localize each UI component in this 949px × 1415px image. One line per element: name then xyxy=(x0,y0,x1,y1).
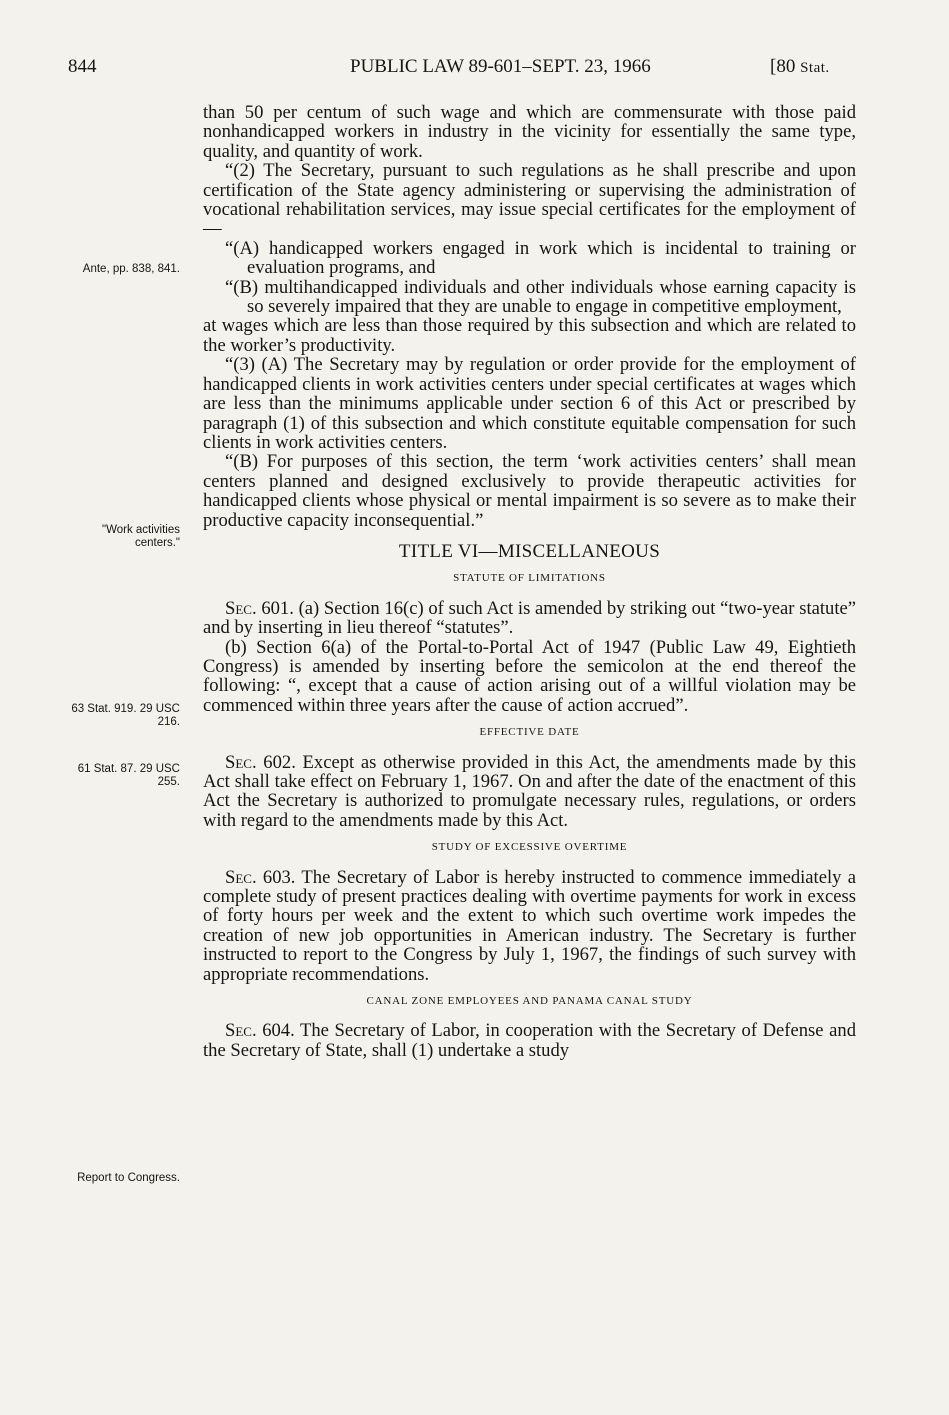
section-603 xyxy=(203,868,856,984)
heading-effective-date: EFFECTIVE DATE xyxy=(479,726,580,739)
running-title: PUBLIC LAW 89-601–SEPT. 23, 1966 xyxy=(350,56,651,77)
margin-note-stat-87: 61 Stat. 87. 29 USC 255. xyxy=(77,763,180,788)
clause-b: “(B) multihandicapped individuals and other individuals whose earning capacity is so severely impaired that they are unable to engage in competitive employment, xyxy=(225,276,856,318)
paragraph-3b: “(B) For purposes of this section, the term ‘work activities centers’ shall mean centers planned and designed exclusively to provide therapeutic activities for handicapped clients whose physical or mental impairment is so severe as to make their productive capacity inconsequential.” xyxy=(203,451,856,531)
clause-a: “(A) handicapped workers engaged in work which is incidental to training or evaluation programs, and xyxy=(225,237,856,279)
heading-statute-of-limitations: STATUTE OF LIMITATIONS xyxy=(453,572,606,585)
volume-reference xyxy=(770,56,830,78)
statute-text xyxy=(203,103,856,1060)
paragraph-continuation: than 50 per centum of such wage and which are commensurate with those paid nonhandicapped workers in industry in the vicinity for essentially the same type, quality, and quantity of work. xyxy=(203,102,856,162)
section-604-text: The Secretary of Labor, in cooperation with the Secretary of Defense and the Secretary of State, shall (1) undertake a study xyxy=(203,1020,856,1061)
paragraph-3a: “(3) (A) The Secretary may by regulation or order provide for the employment of handicapped clients in work activities centers under special certificates at wages which are less than the minimums applicable under section 6 of this Act or prescribed by paragraph (1) of this subsection and which constitute equitable compensation for such clients in work activities centers. xyxy=(203,354,856,453)
section-602 xyxy=(203,753,856,831)
page-number: 844 xyxy=(68,56,97,77)
section-603-label: Sec. 603. xyxy=(225,866,296,888)
section-601b: (b) Section 6(a) of the Portal-to-Portal Act of 1947 (Public Law 49, Eightieth Congress) is amended by inserting before the semicolon at the end thereof the following: “, except that a cause of action arising out of a willful violation may be commenced within three years after the cause of action accrued”. xyxy=(203,636,856,716)
margin-note-stat-919: 63 Stat. 919. 29 USC 216. xyxy=(71,703,180,728)
section-601a-text: (a) Section 16(c) of such Act is amended by striking out “two-year statute” and by inserting in lieu thereof “statutes”. xyxy=(203,597,856,639)
section-603-text: The Secretary of Labor is hereby instructed to commence immediately a complete study of present practices dealing with overtime payments for work in excess of forty hours per week and the extent to which such overtime work impedes the creation of new job opportunities in American industry. The Secretary is further instructed to report to the Congress by July 1, 1967, the findings of such survey with appropriate recommendations. xyxy=(203,866,856,985)
section-604 xyxy=(203,1021,856,1060)
paragraph-2-tail: at wages which are less than those required by this subsection and which are related to the worker’s productivity. xyxy=(203,315,856,356)
margin-note-work-activities: "Work activities centers." xyxy=(102,524,180,549)
paragraph-2: “(2) The Secretary, pursuant to such regulations as he shall prescribe and upon certification of the State agency administering or supervising the administration of vocational rehabilitation services, may issue special certificates for the employment of— xyxy=(203,160,856,240)
heading-study-of-overtime: STUDY OF EXCESSIVE OVERTIME xyxy=(431,841,628,854)
section-602-text: Except as otherwise provided in this Act, the amendments made by this Act shall take effect on February 1, 1967. On and after the date of the enactment of this Act the Secretary is authorized to promulgate necessary rules, regulations, or orders with regard to the amendments made by this Act. xyxy=(203,751,856,831)
title-heading: TITLE VI—MISCELLANEOUS xyxy=(398,540,661,562)
volume-suffix: Stat. xyxy=(800,60,830,76)
section-601-label: Sec. 601. xyxy=(225,597,294,619)
heading-canal-zone: CANAL ZONE EMPLOYEES AND PANAMA CANAL STUDY xyxy=(366,995,693,1008)
volume-prefix: [80 xyxy=(770,56,801,77)
section-604-label: Sec. 604. xyxy=(225,1020,295,1042)
section-602-label: Sec. 602. xyxy=(225,751,296,773)
section-601a xyxy=(203,599,856,638)
margin-note-ante: Ante, pp. 838, 841. xyxy=(82,263,180,275)
margin-note-report: Report to Congress. xyxy=(77,1172,180,1184)
